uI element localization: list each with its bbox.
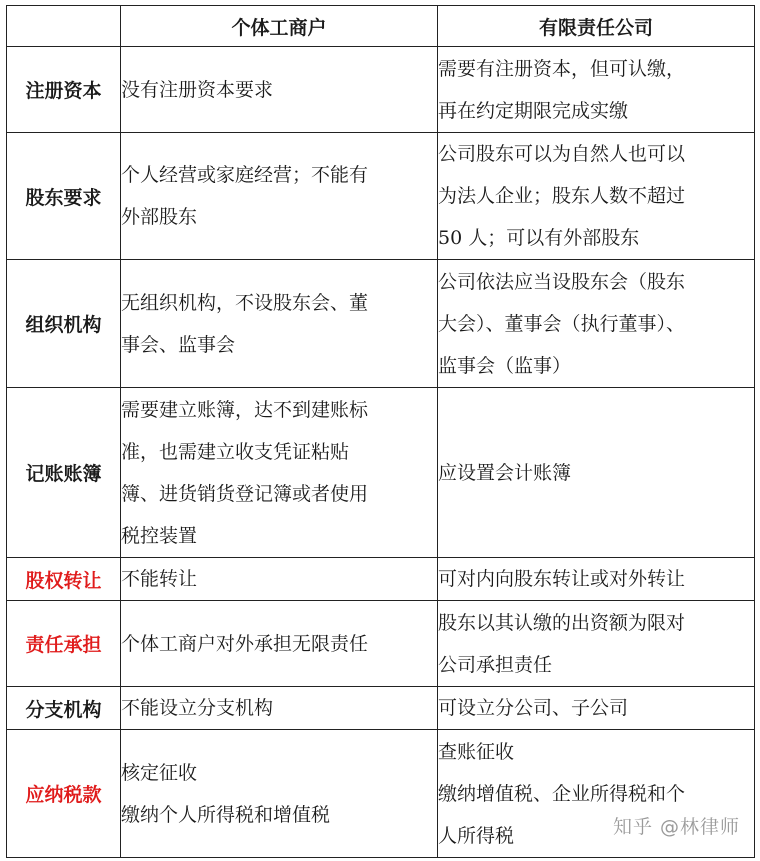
cell-line: 没有注册资本要求 [121, 78, 274, 101]
table-row [7, 687, 755, 730]
header-individual-business: 个体工商户 [121, 6, 438, 47]
row-label-branches: 分支机构 [7, 687, 121, 730]
header-llc: 有限责任公司 [438, 6, 755, 47]
table-row [7, 601, 755, 687]
cell-line: 簿、进货销货登记簿或者使用 [121, 482, 369, 505]
cell-individual [121, 558, 438, 601]
row-label-organization: 组织机构 [7, 260, 121, 388]
comparison-table [6, 5, 755, 858]
cell-individual [121, 687, 438, 730]
cell-llc [438, 558, 755, 601]
row-label-liability: 责任承担 [7, 601, 121, 687]
table-row [7, 558, 755, 601]
cell-line: 50 人；可以有外部股东 [438, 227, 640, 249]
cell-line: 可设立分公司、子公司 [438, 697, 629, 719]
cell-line: 大会）、董事会（执行董事）、 [438, 312, 686, 335]
table-row [7, 47, 755, 133]
cell-individual [121, 601, 438, 687]
cell-individual [121, 133, 438, 260]
cell-line: 外部股东 [121, 206, 198, 228]
cell-llc [438, 260, 755, 388]
header-corner-cell [7, 6, 121, 47]
cell-individual [121, 730, 438, 858]
row-label-registered-capital: 注册资本 [7, 47, 121, 133]
cell-line: 无组织机构，不设股东会、董 [121, 291, 369, 314]
cell-line: 不能转让 [121, 568, 198, 590]
cell-llc [438, 133, 755, 260]
table-header-row [7, 6, 755, 47]
cell-line: 监事会（监事） [438, 354, 572, 377]
cell-line: 缴纳个人所得税和增值税 [121, 803, 331, 826]
cell-individual [121, 388, 438, 558]
row-label-equity-transfer: 股权转让 [7, 558, 121, 601]
cell-llc [438, 687, 755, 730]
cell-line: 再在约定期限完成实缴 [438, 99, 629, 122]
cell-line: 核定征收 [121, 761, 198, 784]
cell-line: 人所得税 [438, 824, 515, 847]
cell-line: 个体工商户对外承担无限责任 [121, 632, 369, 655]
cell-llc [438, 388, 755, 558]
row-label-shareholder-requirements: 股东要求 [7, 133, 121, 260]
cell-line: 税控装置 [121, 524, 198, 547]
cell-llc [438, 47, 755, 133]
cell-line: 准，也需建立收支凭证粘贴 [121, 440, 350, 463]
cell-line: 应设置会计账簿 [438, 461, 572, 484]
cell-line: 个人经营或家庭经营；不能有 [121, 164, 369, 186]
table-row [7, 260, 755, 388]
watermark: 知乎 @林律师 [612, 816, 740, 838]
cell-llc [438, 601, 755, 687]
cell-individual [121, 47, 438, 133]
cell-line: 事会、监事会 [121, 333, 236, 356]
row-label-taxes: 应纳税款 [7, 730, 121, 858]
cell-line: 可对内向股东转让或对外转让 [438, 568, 686, 590]
cell-line: 查账征收 [438, 740, 515, 763]
cell-line: 为法人企业；股东人数不超过 [438, 185, 686, 207]
cell-line: 股东以其认缴的出资额为限对 [438, 611, 686, 634]
cell-line: 需要有注册资本，但可认缴， [438, 57, 686, 80]
table-row [7, 388, 755, 558]
table-row [7, 133, 755, 260]
cell-line: 公司承担责任 [438, 653, 553, 676]
cell-individual [121, 260, 438, 388]
row-label-bookkeeping: 记账账簿 [7, 388, 121, 558]
cell-line: 缴纳增值税、企业所得税和个 [438, 782, 686, 805]
cell-line: 需要建立账簿，达不到建账标 [121, 398, 369, 421]
cell-line: 公司股东可以为自然人也可以 [438, 143, 686, 165]
cell-line: 公司依法应当设股东会（股东 [438, 270, 686, 293]
cell-line: 不能设立分支机构 [121, 697, 274, 719]
